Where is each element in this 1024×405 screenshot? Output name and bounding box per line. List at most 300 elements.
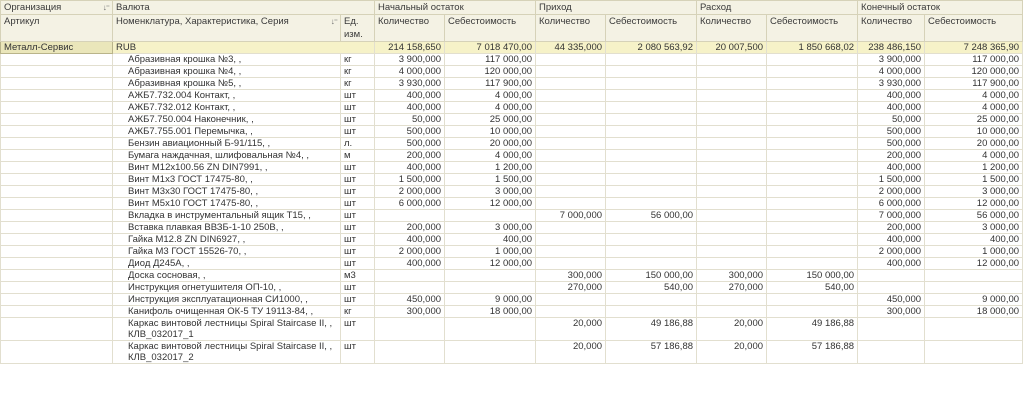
cell-opening-cost: 20 000,00 [445,138,536,150]
cell-closing-cost: 10 000,00 [925,126,1023,138]
cell-opening-cost: 9 000,00 [445,294,536,306]
cell-income-qty [536,126,606,138]
sort-asc-icon[interactable]: ↓⁼ [330,17,337,26]
cell-expense-qty [697,174,767,186]
table-row[interactable] [1,210,1023,222]
cell-income-cost [606,90,697,102]
cell-nomenclature: Гайка М3 ГОСТ 15526-70, , [113,246,341,258]
cell-expense-qty [697,78,767,90]
cell-income-cost [606,54,697,66]
cell-income-qty [536,222,606,234]
cell-closing-cost: 120 000,00 [925,66,1023,78]
cell-opening-qty: 200,000 [375,150,445,162]
cell-opening-cost [445,282,536,294]
cell-nomenclature: Абразивная крошка №5, , [113,78,341,90]
cell-expense-cost [767,150,858,162]
cell-income-qty [536,90,606,102]
cell-closing-qty [858,318,925,341]
cell-closing-qty: 400,000 [858,234,925,246]
table-row[interactable] [1,234,1023,246]
cell-unit: шт [341,126,375,138]
cell-opening-cost [445,270,536,282]
cell-opening-cost: 18 000,00 [445,306,536,318]
cell-unit: шт [341,90,375,102]
cell-closing-qty: 200,000 [858,222,925,234]
cell-nomenclature: Бензин авиационный Б-91/115, , [113,138,341,150]
cell-opening-cost: 120 000,00 [445,66,536,78]
cell-expense-qty [697,198,767,210]
cell-income-qty [536,306,606,318]
group-closing-qty: 238 486,150 [858,42,925,54]
group-organization[interactable]: Металл-Сервис [1,42,113,54]
cell-expense-qty: 20,000 [697,318,767,341]
cell-opening-cost: 12 000,00 [445,258,536,270]
cell-unit: кг [341,306,375,318]
cell-closing-cost: 20 000,00 [925,138,1023,150]
cell-nomenclature: Канифоль очищенная ОК-5 ТУ 19113-84, , [113,306,341,318]
group-closing-cost: 7 248 365,90 [925,42,1023,54]
cell-unit: м [341,150,375,162]
cell-unit: л. [341,138,375,150]
header-nomenclature[interactable]: Номенклатура, Характеристика, Серия ↓⁼ [113,15,341,42]
header-income-qty[interactable]: Количество [536,15,606,42]
cell-closing-cost: 1 500,00 [925,174,1023,186]
cell-income-cost [606,138,697,150]
cell-opening-qty [375,318,445,341]
cell-closing-qty: 500,000 [858,138,925,150]
table-row[interactable] [1,270,1023,282]
cell-income-cost: 57 186,88 [606,341,697,364]
table-row[interactable] [1,66,1023,78]
table-row[interactable] [1,90,1023,102]
cell-article [1,222,113,234]
header-closing-cost[interactable]: Себестоимость [925,15,1023,42]
cell-income-cost [606,126,697,138]
cell-article [1,174,113,186]
cell-nomenclature: Доска сосновая, , [113,270,341,282]
cell-income-cost [606,174,697,186]
cell-expense-qty: 20,000 [697,341,767,364]
cell-income-qty [536,174,606,186]
cell-opening-cost: 25 000,00 [445,114,536,126]
cell-expense-qty [697,162,767,174]
cell-expense-qty [697,150,767,162]
header-closing-qty[interactable]: Количество [858,15,925,42]
cell-closing-cost [925,282,1023,294]
cell-income-qty [536,150,606,162]
sort-asc-icon[interactable]: ↓⁼ [102,3,109,12]
cell-opening-qty [375,341,445,364]
cell-expense-cost [767,258,858,270]
header-article[interactable]: Артикул [1,15,113,42]
cell-nomenclature: АЖБ7.750.004 Наконечник, , [113,114,341,126]
cell-opening-qty [375,282,445,294]
cell-closing-cost: 1 000,00 [925,246,1023,258]
cell-closing-cost: 12 000,00 [925,198,1023,210]
cell-closing-qty: 400,000 [858,258,925,270]
cell-income-qty [536,54,606,66]
cell-article [1,66,113,78]
cell-closing-qty [858,341,925,364]
table-row[interactable] [1,294,1023,306]
cell-unit: шт [341,294,375,306]
cell-nomenclature: Винт М5х10 ГОСТ 17475-80, , [113,198,341,210]
table-row[interactable] [1,126,1023,138]
cell-closing-cost [925,318,1023,341]
table-row[interactable] [1,102,1023,114]
cell-unit: шт [341,198,375,210]
cell-expense-qty: 300,000 [697,270,767,282]
table-row[interactable] [1,138,1023,150]
group-opening-qty: 214 158,650 [375,42,445,54]
cell-article [1,102,113,114]
cell-expense-cost [767,210,858,222]
cell-article [1,186,113,198]
cell-article [1,126,113,138]
cell-income-qty: 300,000 [536,270,606,282]
table-row[interactable] [1,54,1023,66]
cell-opening-qty: 300,000 [375,306,445,318]
cell-article [1,162,113,174]
header-organization[interactable]: Организация ↓⁼ [1,1,113,15]
table-row[interactable] [1,186,1023,198]
cell-income-cost [606,114,697,126]
header-opening-balance[interactable]: Начальный остаток [375,1,536,15]
table-row[interactable] [1,222,1023,234]
header-expense-cost[interactable]: Себестоимость [767,15,858,42]
cell-income-qty [536,114,606,126]
cell-closing-qty: 50,000 [858,114,925,126]
cell-opening-cost: 10 000,00 [445,126,536,138]
cell-income-qty [536,138,606,150]
cell-income-cost [606,198,697,210]
header-opening-cost[interactable]: Себестоимость [445,15,536,42]
cell-closing-qty: 450,000 [858,294,925,306]
cell-nomenclature: АЖБ7.732.012 Контакт, , [113,102,341,114]
cell-expense-cost [767,174,858,186]
table-row[interactable] [1,258,1023,270]
cell-opening-cost: 4 000,00 [445,150,536,162]
cell-expense-qty [697,126,767,138]
cell-opening-cost: 4 000,00 [445,102,536,114]
cell-expense-cost [767,186,858,198]
cell-income-cost [606,186,697,198]
cell-closing-cost: 117 900,00 [925,78,1023,90]
table-row[interactable] [1,150,1023,162]
group-expense-qty: 20 007,500 [697,42,767,54]
cell-expense-cost [767,306,858,318]
cell-closing-qty [858,282,925,294]
cell-unit: шт [341,162,375,174]
cell-article [1,306,113,318]
cell-expense-cost [767,54,858,66]
cell-expense-cost [767,114,858,126]
cell-article [1,282,113,294]
cell-expense-cost: 57 186,88 [767,341,858,364]
cell-unit: шт [341,318,375,341]
cell-nomenclature: Абразивная крошка №4, , [113,66,341,78]
cell-opening-cost [445,318,536,341]
table-row[interactable] [1,198,1023,210]
cell-opening-cost [445,210,536,222]
cell-opening-qty: 500,000 [375,138,445,150]
cell-article [1,270,113,282]
cell-closing-cost: 18 000,00 [925,306,1023,318]
cell-expense-cost [767,222,858,234]
header-expense[interactable]: Расход [697,1,858,15]
cell-unit: кг [341,78,375,90]
cell-income-qty: 20,000 [536,341,606,364]
cell-closing-qty [858,270,925,282]
cell-nomenclature: Абразивная крошка №3, , [113,54,341,66]
header-expense-qty[interactable]: Количество [697,15,767,42]
cell-expense-cost [767,246,858,258]
cell-closing-qty: 4 000,000 [858,66,925,78]
cell-closing-cost: 117 000,00 [925,54,1023,66]
cell-income-cost [606,234,697,246]
cell-expense-qty [697,54,767,66]
cell-income-cost [606,246,697,258]
cell-closing-cost: 1 200,00 [925,162,1023,174]
cell-expense-cost: 540,00 [767,282,858,294]
cell-income-qty [536,186,606,198]
cell-closing-qty: 3 900,000 [858,54,925,66]
cell-closing-cost: 12 000,00 [925,258,1023,270]
cell-nomenclature: Винт М12х100.56 ZN DIN7991, , [113,162,341,174]
cell-nomenclature: Инструкция эксплуатационная СИ1000, , [113,294,341,306]
cell-expense-qty: 270,000 [697,282,767,294]
cell-income-cost [606,78,697,90]
cell-income-cost [606,102,697,114]
cell-closing-qty: 7 000,000 [858,210,925,222]
cell-income-qty [536,102,606,114]
cell-article [1,318,113,341]
group-row-organization[interactable] [1,42,1023,54]
cell-unit: шт [341,341,375,364]
cell-expense-cost: 49 186,88 [767,318,858,341]
cell-income-qty [536,198,606,210]
group-currency: RUB [113,42,375,54]
cell-opening-qty: 450,000 [375,294,445,306]
cell-expense-qty [697,186,767,198]
cell-expense-qty [697,114,767,126]
cell-unit: кг [341,66,375,78]
cell-unit: шт [341,258,375,270]
cell-income-cost [606,294,697,306]
cell-closing-qty: 300,000 [858,306,925,318]
cell-closing-qty: 400,000 [858,162,925,174]
cell-unit: шт [341,246,375,258]
table-row[interactable] [1,282,1023,294]
cell-article [1,234,113,246]
cell-article [1,341,113,364]
cell-income-cost: 56 000,00 [606,210,697,222]
cell-closing-cost: 3 000,00 [925,222,1023,234]
cell-opening-qty [375,210,445,222]
cell-opening-cost: 400,00 [445,234,536,246]
group-income-qty: 44 335,000 [536,42,606,54]
cell-expense-cost [767,126,858,138]
cell-income-qty [536,294,606,306]
table-row[interactable] [1,246,1023,258]
cell-expense-qty [697,66,767,78]
cell-nomenclature: Винт М1х3 ГОСТ 17475-80, , [113,174,341,186]
cell-income-qty [536,78,606,90]
cell-opening-qty: 500,000 [375,126,445,138]
cell-income-qty [536,162,606,174]
cell-closing-cost: 3 000,00 [925,186,1023,198]
cell-unit: кг [341,54,375,66]
cell-closing-qty: 200,000 [858,150,925,162]
header-income[interactable]: Приход [536,1,697,15]
cell-closing-cost: 56 000,00 [925,210,1023,222]
cell-opening-cost: 1 000,00 [445,246,536,258]
cell-opening-cost: 117 000,00 [445,54,536,66]
cell-expense-qty [697,246,767,258]
cell-unit: шт [341,282,375,294]
cell-unit: шт [341,102,375,114]
cell-opening-qty [375,270,445,282]
cell-closing-qty: 2 000,000 [858,246,925,258]
cell-expense-cost [767,198,858,210]
cell-income-cost [606,150,697,162]
cell-opening-qty: 2 000,000 [375,186,445,198]
header-opening-qty[interactable]: Количество [375,15,445,42]
cell-expense-qty [697,306,767,318]
table-row[interactable] [1,174,1023,186]
cell-opening-cost: 3 000,00 [445,222,536,234]
cell-closing-cost: 9 000,00 [925,294,1023,306]
cell-expense-qty [697,90,767,102]
cell-closing-qty: 6 000,000 [858,198,925,210]
cell-opening-qty: 50,000 [375,114,445,126]
cell-unit: шт [341,222,375,234]
cell-unit: м3 [341,270,375,282]
cell-expense-cost [767,78,858,90]
cell-income-qty: 270,000 [536,282,606,294]
cell-expense-qty [697,222,767,234]
header-income-cost[interactable]: Себестоимость [606,15,697,42]
cell-opening-cost: 4 000,00 [445,90,536,102]
cell-closing-qty: 3 930,000 [858,78,925,90]
cell-article [1,198,113,210]
cell-unit: шт [341,174,375,186]
cell-income-qty [536,246,606,258]
cell-nomenclature: Винт М3х30 ГОСТ 17475-80, , [113,186,341,198]
cell-income-cost [606,222,697,234]
cell-expense-qty [697,102,767,114]
table-row[interactable] [1,162,1023,174]
cell-opening-cost: 117 900,00 [445,78,536,90]
cell-income-qty: 20,000 [536,318,606,341]
table-row[interactable] [1,78,1023,90]
cell-nomenclature: Каркас винтовой лестницы Spiral Staircase II, , КЛВ_032017_1 [113,318,341,341]
cell-closing-cost: 4 000,00 [925,90,1023,102]
cell-closing-qty: 1 500,000 [858,174,925,186]
cell-opening-qty: 400,000 [375,102,445,114]
cell-opening-cost [445,341,536,364]
cell-closing-cost [925,341,1023,364]
table-row[interactable] [1,318,1023,341]
cell-unit: шт [341,186,375,198]
cell-article [1,258,113,270]
header-unit[interactable]: Ед. изм. [341,15,375,42]
cell-expense-cost [767,162,858,174]
cell-opening-cost: 12 000,00 [445,198,536,210]
cell-article [1,246,113,258]
cell-closing-qty: 500,000 [858,126,925,138]
cell-income-qty: 7 000,000 [536,210,606,222]
cell-opening-qty: 2 000,000 [375,246,445,258]
cell-income-cost [606,162,697,174]
cell-income-qty [536,258,606,270]
table-row[interactable] [1,306,1023,318]
cell-unit: шт [341,210,375,222]
cell-expense-cost [767,234,858,246]
cell-closing-cost: 25 000,00 [925,114,1023,126]
cell-expense-qty [697,258,767,270]
cell-income-qty [536,234,606,246]
group-opening-cost: 7 018 470,00 [445,42,536,54]
cell-opening-qty: 1 500,000 [375,174,445,186]
cell-expense-cost [767,294,858,306]
cell-nomenclature: Диод Д245А, , [113,258,341,270]
cell-expense-qty [697,138,767,150]
cell-closing-qty: 400,000 [858,102,925,114]
cell-income-cost [606,306,697,318]
cell-opening-qty: 400,000 [375,234,445,246]
cell-opening-cost: 3 000,00 [445,186,536,198]
cell-article [1,54,113,66]
group-expense-cost: 1 850 668,02 [767,42,858,54]
cell-article [1,150,113,162]
cell-closing-qty: 2 000,000 [858,186,925,198]
cell-closing-cost: 4 000,00 [925,150,1023,162]
cell-closing-cost: 400,00 [925,234,1023,246]
table-row[interactable] [1,341,1023,364]
cell-opening-cost: 1 200,00 [445,162,536,174]
cell-income-qty [536,66,606,78]
cell-opening-qty: 4 000,000 [375,66,445,78]
cell-article [1,138,113,150]
cell-nomenclature: Бумага наждачная, шлифовальная №4, , [113,150,341,162]
cell-expense-cost [767,102,858,114]
header-currency[interactable]: Валюта [113,1,375,15]
cell-article [1,294,113,306]
cell-income-cost: 540,00 [606,282,697,294]
cell-expense-cost [767,66,858,78]
cell-nomenclature: Вставка плавкая ВВЗБ-1-10 250В, , [113,222,341,234]
cell-opening-qty: 3 900,000 [375,54,445,66]
cell-closing-cost: 4 000,00 [925,102,1023,114]
cell-opening-cost: 1 500,00 [445,174,536,186]
cell-unit: шт [341,234,375,246]
cell-opening-qty: 200,000 [375,222,445,234]
cell-opening-qty: 3 930,000 [375,78,445,90]
cell-article [1,90,113,102]
cell-closing-qty: 400,000 [858,90,925,102]
cell-opening-qty: 400,000 [375,258,445,270]
cell-nomenclature: Каркас винтовой лестницы Spiral Staircase II, , КЛВ_032017_2 [113,341,341,364]
cell-income-cost [606,258,697,270]
cell-opening-qty: 400,000 [375,162,445,174]
cell-nomenclature: АЖБ7.732.004 Контакт, , [113,90,341,102]
cell-income-cost: 150 000,00 [606,270,697,282]
cell-nomenclature: Инструкция огнетушителя ОП-10, , [113,282,341,294]
cell-article [1,114,113,126]
header-closing-balance[interactable]: Конечный остаток [858,1,1023,15]
table-row[interactable] [1,114,1023,126]
